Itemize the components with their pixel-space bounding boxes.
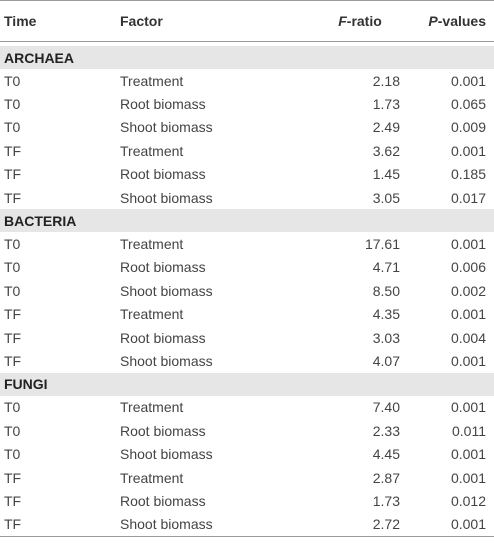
- header-factor: Factor: [120, 13, 163, 29]
- table-row: T0 Treatment 17.61 0.001: [4, 236, 486, 253]
- section-archaea: ARCHAEA: [0, 46, 494, 69]
- table-row: TF Treatment 3.62 0.001: [4, 142, 486, 159]
- header-time: Time: [4, 13, 37, 29]
- table-row: TF Shoot biomass 4.07 0.001: [4, 352, 486, 369]
- section-bacteria: BACTERIA: [0, 209, 494, 232]
- table-row: TF Root biomass 3.03 0.004: [4, 329, 486, 346]
- section-fungi: FUNGI: [0, 373, 494, 396]
- table-header: [0, 1, 494, 42]
- table-row: T0 Root biomass 4.71 0.006: [4, 259, 486, 276]
- table-row: T0 Treatment 7.40 0.001: [4, 399, 486, 416]
- table-row: TF Treatment 4.35 0.001: [4, 306, 486, 323]
- table-row: T0 Shoot biomass 4.45 0.001: [4, 446, 486, 463]
- table-row: T0 Shoot biomass 2.49 0.009: [4, 119, 486, 136]
- table-row: TF Root biomass 1.45 0.185: [4, 166, 486, 183]
- table-row: T0 Root biomass 1.73 0.065: [4, 96, 486, 113]
- table-row: T0 Treatment 2.18 0.001: [4, 72, 486, 89]
- table-row: TF Shoot biomass 3.05 0.017: [4, 189, 486, 206]
- header-f-ratio: F-ratio: [338, 13, 382, 29]
- table-row: T0 Root biomass 2.33 0.011: [4, 422, 486, 439]
- table-row: T0 Shoot biomass 8.50 0.002: [4, 282, 486, 299]
- table-row: TF Treatment 2.87 0.001: [4, 469, 486, 486]
- header-p-values: P-values: [428, 13, 486, 29]
- table-row: TF Root biomass 1.73 0.012: [4, 492, 486, 509]
- table-row: TF Shoot biomass 2.72 0.001: [0, 513, 494, 537]
